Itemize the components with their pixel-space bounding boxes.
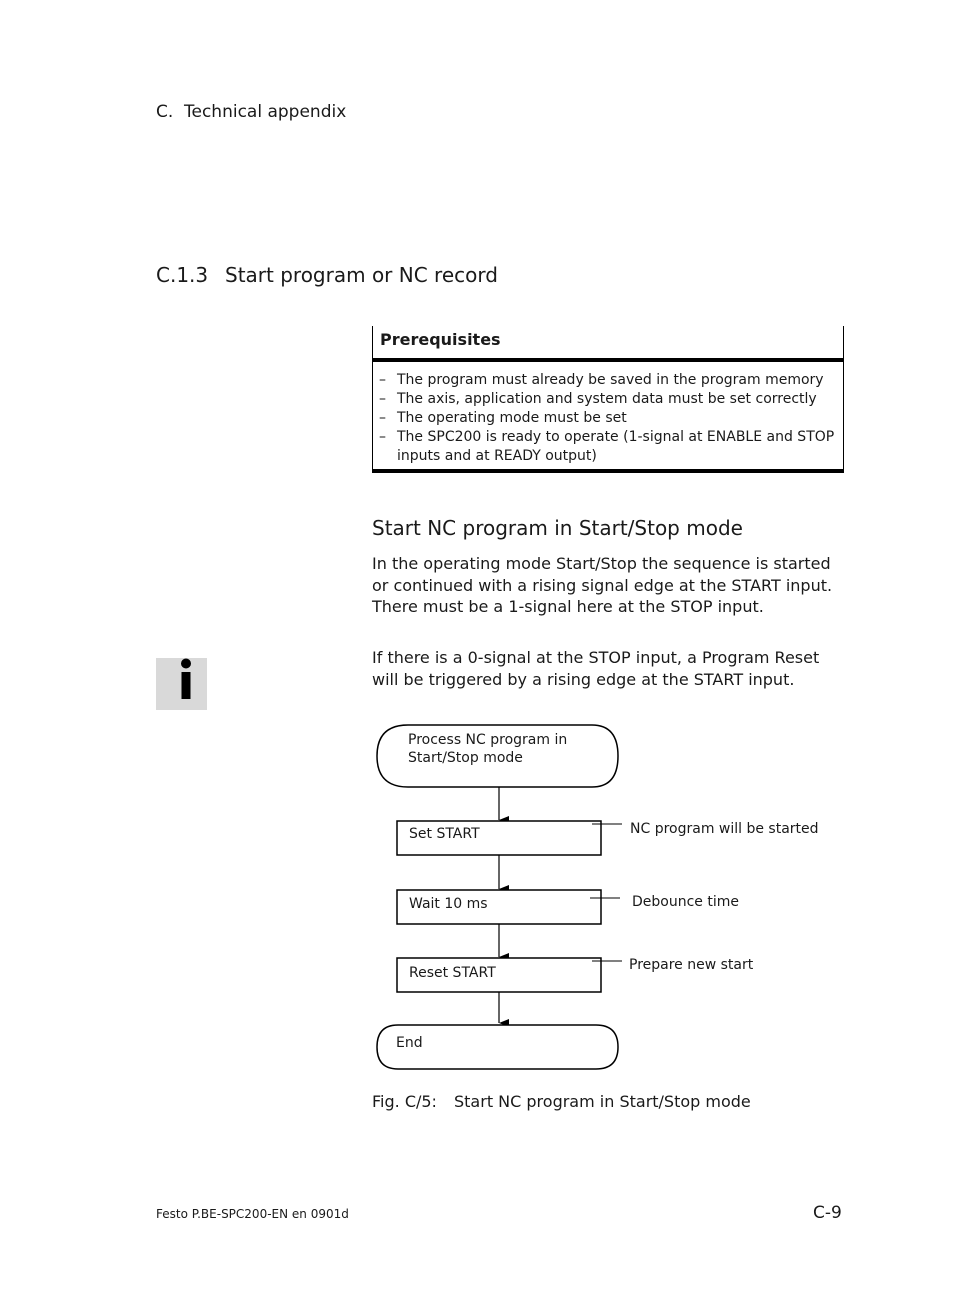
paragraph-program-reset: If there is a 0-signal at the STOP input, a Program Reset will be triggered by a rising edge at the START input.	[372, 648, 820, 689]
flow-annotation: Prepare new start	[629, 957, 754, 973]
flow-annotation: Debounce time	[632, 894, 739, 910]
figure-caption	[372, 1092, 751, 1111]
page-number: C-9	[813, 1203, 842, 1223]
flow-start-line-2: Start/Stop mode	[408, 750, 523, 766]
list-item: – The axis, application and system data must be set correctly	[379, 391, 817, 407]
footer-doc-id: Festo P.BE-SPC200-EN en 0901d	[156, 1207, 349, 1221]
flow-annotation: NC program will be started	[630, 821, 819, 837]
flow-step-label: Set START	[409, 826, 480, 842]
subheading: Start NC program in Start/Stop mode	[372, 516, 743, 540]
prerequisites-title: Prerequisites	[380, 330, 501, 349]
chapter-title: Technical appendix	[184, 102, 347, 122]
flow-step-label: Wait 10 ms	[409, 896, 488, 912]
flow-step-label: Reset START	[409, 965, 496, 981]
paragraph-start-stop: In the operating mode Start/Stop the sequence is started or continued with a rising signal edge at the START input. There must be a 1-signal here at the STOP input.	[372, 554, 833, 616]
flow-end-label: End	[396, 1035, 423, 1051]
figure-title: Start NC program in Start/Stop mode	[454, 1092, 751, 1111]
section-number: C.1.3	[156, 263, 209, 287]
list-item: – The SPC200 is ready to operate (1-signal at ENABLE and STOP inputs and at READY output)	[379, 429, 835, 464]
chapter-number: C.	[156, 102, 174, 122]
flow-start-line-1: Process NC program in	[408, 732, 568, 748]
list-item: – The operating mode must be set	[379, 410, 627, 426]
list-item: – The program must already be saved in the program memory	[379, 372, 824, 388]
figure-number: Fig. C/5:	[372, 1092, 437, 1111]
section-title: Start program or NC record	[225, 263, 498, 287]
